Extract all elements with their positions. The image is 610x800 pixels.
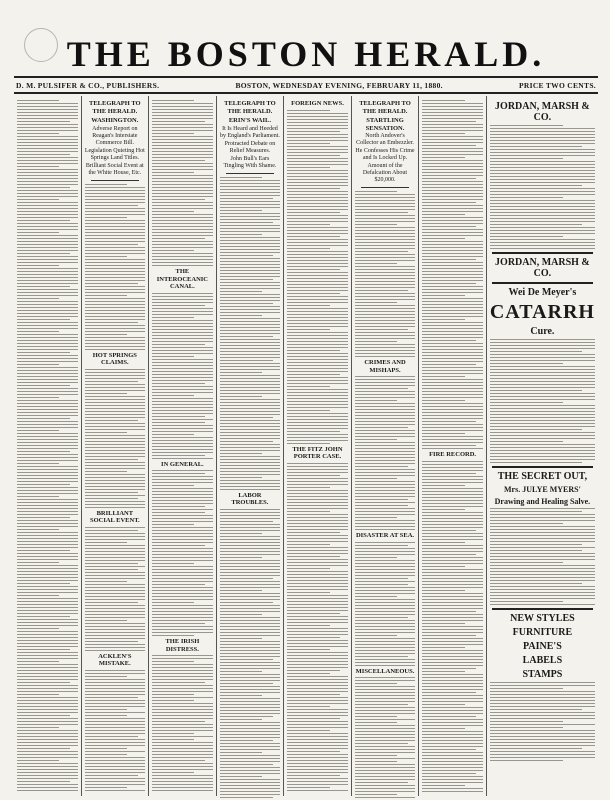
article-text	[422, 100, 483, 449]
headline: HOT SPRINGS CLAIMS.	[92, 351, 137, 366]
headline: DISASTER AT SEA.	[355, 532, 415, 539]
column-3	[149, 96, 217, 796]
ad-text	[490, 508, 595, 605]
column-2	[82, 96, 150, 796]
price: PRICE TWO CENTS.	[519, 80, 596, 90]
headline: ERIN'S WAIL.	[228, 117, 271, 124]
article-text	[85, 184, 146, 350]
headline: ACKLEN'S MISTAKE.	[98, 652, 132, 667]
article-text	[220, 177, 281, 490]
subheadline: Adverse Report on Reagan's Interstate Commerce Bill.	[92, 125, 138, 146]
masthead-title: THE BOSTON HERALD.	[66, 34, 546, 74]
article-text	[355, 376, 416, 530]
article-text	[355, 542, 416, 666]
article-text	[422, 461, 483, 792]
subheadline: He Confesses His Crime and Is Locked Up.	[355, 148, 415, 161]
headline: LABOR TROUBLES.	[231, 491, 269, 506]
ad-heading: STAMPS	[522, 669, 563, 680]
article-text	[85, 369, 146, 508]
ad-heading: CATARRH	[489, 301, 595, 323]
article-text	[152, 655, 213, 791]
column-5	[284, 96, 352, 796]
headline: THE IRISH DISTRESS.	[165, 638, 200, 653]
article-text	[152, 293, 213, 459]
subheadline: North Andover's Collector an Embezzler.	[356, 133, 414, 146]
column-7	[419, 96, 487, 796]
article-text	[355, 677, 416, 798]
column-6	[352, 96, 420, 796]
subheadline: Protracted Debate on Relief Measures.	[224, 140, 276, 154]
column-4	[217, 96, 285, 796]
article-text	[152, 470, 213, 636]
article-text	[287, 110, 348, 444]
ad-heading: THE SECRET OUT,	[497, 471, 588, 482]
article-text	[152, 100, 213, 266]
article-text	[220, 509, 281, 798]
subheadline: John Bull's Ears Tingling With Shame.	[223, 155, 277, 169]
headline: BRILLIANT SOCIAL EVENT.	[89, 509, 140, 524]
headline: CRIMES AND MISHAPS.	[364, 359, 406, 374]
column-1	[14, 96, 82, 796]
column-advertisements	[487, 96, 598, 796]
subheadline: Legislation Quieting Hot Springs Land Titles.	[84, 147, 145, 161]
ad-heading: JORDAN, MARSH & CO.	[495, 257, 590, 279]
ad-heading: Drawing and Healing Salve.	[494, 497, 591, 506]
headline: THE INTEROCEANIC CANAL.	[156, 268, 209, 290]
article-text	[85, 670, 146, 791]
headline: TELEGRAPH TO THE HERALD.	[224, 100, 276, 115]
headline: FOREIGN NEWS.	[291, 100, 344, 107]
headline: IN GENERAL.	[161, 460, 204, 468]
dateline-bar	[14, 76, 598, 94]
subheadline: It Is Heard and Heeded by England's Parliament.	[219, 125, 280, 139]
ad-heading: PAINE'S	[523, 641, 562, 652]
ad-heading: JORDAN, MARSH & CO.	[495, 101, 590, 123]
ad-heading: LABELS	[522, 655, 563, 666]
publisher: D. M. PULSIFER & CO., PUBLISHERS.	[16, 80, 160, 90]
ad-heading: Wei De Meyer's	[508, 287, 577, 298]
date: BOSTON, WEDNESDAY EVENING, FEBRUARY 11, 1880.	[235, 80, 443, 90]
ad-text	[490, 682, 595, 761]
columns	[14, 96, 598, 796]
ad-heading: FURNITURE	[512, 627, 573, 638]
article-text	[355, 191, 416, 357]
headline: THE FITZ JOHN PORTER CASE.	[292, 445, 343, 460]
ad-heading: Mrs. JULYE MYERS'	[503, 485, 581, 494]
classified-text	[17, 100, 78, 791]
ad-heading: NEW STYLES	[510, 613, 575, 624]
headline: TELEGRAPH TO THE HERALD.	[89, 100, 141, 115]
headline: FIRE RECORD.	[429, 451, 477, 458]
article-text	[287, 463, 348, 791]
headline: WASHINGTON.	[91, 117, 139, 124]
headline: MISCELLANEOUS.	[355, 667, 415, 675]
ad-text	[490, 339, 595, 463]
library-stamp-icon	[24, 28, 58, 62]
ad-text	[490, 125, 595, 249]
headline: STARTLING SENSATION.	[365, 117, 405, 132]
headline: TELEGRAPH TO THE HERALD.	[359, 100, 411, 115]
subheadline: Amount of the Defalcation About $20,000.	[362, 163, 408, 183]
article-text	[85, 527, 146, 651]
ad-heading: Cure.	[530, 326, 555, 337]
subheadline: Brilliant Social Event at the White House, Etc.	[85, 162, 144, 176]
